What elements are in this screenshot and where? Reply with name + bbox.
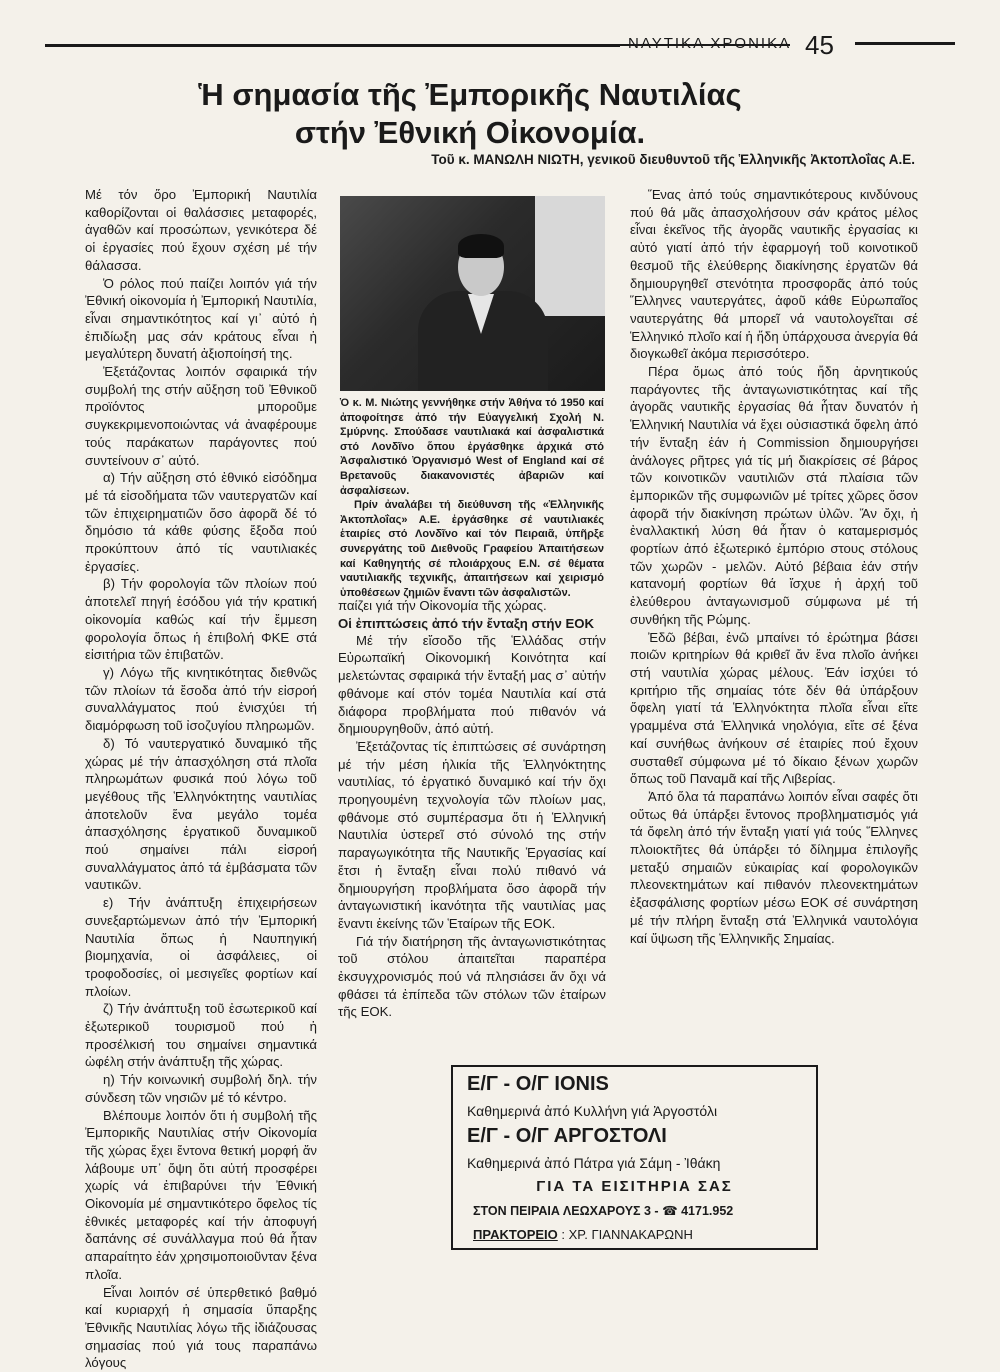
paragraph: ε) Τήν ἀνάπτυξη ἐπιχειρήσεων συνεξαρτώμενων ἀπό τήν Ἐμπορική Ναυτιλία ὅπως ἡ Ναυπηγική βιομηχανία, οἱ ἀσφάλειες, οἱ τροφοδοσίες, οἱ μεσιγεῖες φορτίων καί πλοίων.: [85, 895, 317, 999]
ferry-advertisement: [451, 1065, 818, 1250]
header-rule-left: [45, 44, 620, 47]
paragraph: Πέρα ὅμως ἀπό τούς ἤδη ἀρνητικούς παράγοντες τῆς ἀνταγωνιστικότητας καί τῆς ἀγορᾶς ναυτικῆς ἐργασίας θά ἦταν δυνατόν ἡ Ἑλληνική Ναυτιλία νά ἔχει οὐσιαστικά ὄφελη ἀπό τήν ἔνταξη ἐάν ἡ Commission δημιουργήσει ἀνάλογες ρῆτρες γιά τίς μή διακρίσεις σέ βάρος τῶν κοινοτικῶν ναυτιλιῶν στά πλαίσια τῶν ἐμπορικῶν τῆς συμφωνιῶν μέ τρίτες χῶρες ὅσον ἀφορᾶ τήν διακίνηση πρώτων ὑλῶν. Ἄν ὄχι, ἡ ἐναλλακτική λύση θά ἦταν ὁ καταμερισμός φορτίων ἀπό ἐξωτερικό ἐμπόριο στους στόλους τῶν χωρῶν - μελῶν. Αὐτό βέβαια ἐάν στήν κατανομή φορτίων θά ἴσχυε ἡ ἀρχή τοῦ ἐλεύθερου ἀνταγωνισμοῦ σύμφωνα μέ τή συνθήκη τῆς Ρώμης.: [630, 364, 918, 627]
ad-address: ΣΤΟΝ ΠΕΙΡΑΙΑ ΛΕΩΧΑΡΟΥΣ 3 - ☎ 4171.952: [473, 1204, 734, 1218]
ad-tickets-heading: ΓΙΑ ΤΑ ΕΙΣΙΤΗΡΙΑ ΣΑΣ: [536, 1178, 733, 1195]
header-rule-right: [855, 42, 955, 45]
photo-caption: [340, 396, 604, 600]
column-1: [85, 186, 317, 1372]
ad-agency-label: ΠΡΑΚΤΟΡΕΙΟ: [473, 1227, 558, 1242]
section-subheading: Οἱ ἐπιπτώσεις ἀπό τήν ἔνταξη στήν ΕΟΚ: [338, 615, 595, 631]
ad-agency-name: : ΧΡ. ΓΙΑΝΝΑΚΑΡΩΝΗ: [561, 1227, 693, 1242]
paragraph: η) Τήν κοινωνική συμβολή δηλ. τήν σύνδεση τῶν νησιῶν μέ τό κέντρο.: [85, 1072, 317, 1105]
ad-ship-2: Ε/Γ - Ο/Γ ΑΡΓΟΣΤΟΛΙ: [467, 1125, 667, 1147]
paragraph: Ἀπό ὅλα τά παραπάνω λοιπόν εἶναι σαφές ὅτι οὕτως θά ὑπάρξει ἔντονος προβληματισμός γιά τά ὄφελη ἀπό τήν ἔνταξη γιατί γιά τούς Ἕλληνες πλοιοκτῆτες θά ὑπάρξει τό δίλημμα ἐπιλογῆς μεταξύ σημαιῶν εὐκαιρίας καί φορολογικῶν πλεονεκτημάτων καί πιθανόν πλεονεκτημάτων ἐξασφάλισης φορτίων μέσω ΕΟΚ σέ συνάρτηση μέ τήν πλήρη ἔνταξη στά Ἑλληνικά ναυτολόγια καί ὕψωση τῆς Ἑλληνικῆς Σημαίας.: [630, 788, 918, 946]
ad-ship-1: Ε/Γ - Ο/Γ IONIS: [467, 1073, 609, 1095]
paragraph: Βλέπουμε λοιπόν ὅτι ἡ συμβολή τῆς Ἐμπορικῆς Ναυτιλίας στήν Οἰκονομία τῆς χώρας ἔχει ἔντονα θετική μορφή ἄν λάβουμε υπ᾽ ὄψη ὅτι αὐτή προσφέρει χωρίς νά ἐπιβαρύνει τήν Ἐθνική Οἰκονομία μέ σημαντικότερο ὄφελος τίς ἐθνικές μεταφορές καί τήν ἀποφυγή δαπάνης σέ συνάλλαγμα πού θά ἦταν απαραίτητο ἐάν χρησιμοποιοῦνταν ξένα πλοῖα.: [85, 1107, 317, 1282]
photo-figure-hair: [458, 234, 504, 258]
paragraph: ζ) Τήν ἀνάπτυξη τοῦ ἐσωτερικοῦ καί ἐξωτερικοῦ τουρισμοῦ πού ἡ προσέλκισή του σημαίνει σημαντικά ὠφέλη στήν ἀνάπτυξη τῆς χώρας.: [85, 1001, 317, 1070]
ad-route-2: Καθημερινά ἀπό Πάτρα γιά Σάμη - Ἰθάκη: [467, 1155, 721, 1171]
article-title-line-2: στήν Ἐθνική Οἰκονομία.: [294, 115, 646, 150]
author-photo: [340, 196, 605, 391]
caption-paragraph: Πρίν ἀναλάβει τή διεύθυνση τῆς «Ἑλληνικῆς Ἀκτοπλοΐας» Α.Ε. ἐργάσθηκε σέ ναυτιλιακές ἑταιρίες στό Λονδῖνο καί τόν Πειραιᾶ, ὑπῆρξε συνεργάτης τοῦ Διεθνοῦς Γραφείου Ἀπαιτήσεων καί Καθηγητής σέ πλοιάρχους Ε.Ν. σέ θέματα ναυτιλιακῆς τεχνικῆς, ἀπαιτήσεων καί χειρισμό ὑποθέσεων ζημιῶν ἔναντι τῶν ἀσφαλιστῶν.: [340, 499, 604, 599]
paragraph: Ἐξετάζοντας λοιπόν σφαιρικά τήν συμβολή της στήν αὔξηση τοῦ Ἐθνικοῦ προϊόντος μποροῦμε συγκεκριμενοποιώντας νά ἀναφέρουμε τούς παράκατων παράγοντες πού συντείνουν σ᾽ αὐτό.: [85, 364, 317, 468]
magazine-name: ΝΑΥΤΙΚΑ ΧΡΟΝΙΚΑ: [628, 35, 792, 52]
paragraph: Εἶναι λοιπόν σέ ὑπερθετικό βαθμό καί κυριαρχή ἡ σημασία ὕπαρξης Ἐθνικῆς Ναυτιλίας λόγω τῆς ἰδιάζουσας σημασίας πού γιά τους παραπάνω λόγους: [85, 1284, 317, 1371]
paragraph: Γιά τήν διατήρηση τῆς ἀνταγωνιστικότητας τοῦ στόλου ἀπαιτεῖται παραπέρα ἐκσυγχρονισμός πού νά πλησιάσει ἄν ὄχι νά φθάσει τά ἐπίπεδα τῶν στόλων τῶν ἑταίρων τῆς ΕΟΚ.: [338, 933, 606, 1020]
paragraph: Μέ τήν εἴσοδο τῆς Ἑλλάδας στήν Εὐρωπαϊκή Οἰκονομική Κοινότητα καί μελετώντας σφαιρικά τήν ἔνταξή μας σ᾽ αὐτήν φθάνομε καί στόν τομέα Ναυτιλία καί στά διάφορα προβλήματα πού πιθανόν νά δημιουργηθοῦν, ἀπό αὐτή.: [338, 632, 606, 737]
paragraph: Ἐξετάζοντας τίς ἐπιπτώσεις σέ συνάρτηση μέ τήν μέση ἡλικία τῆς Ἑλληνόκτητης ναυτιλίας, τό ἐργατικό δυναμικό καί τήν ὄχι προηγουμένη τεχνολογία τῶν πλοίων μας, φθάνομε στό συμπέρασμα ὅτι ἡ Ἑλληνική Ναυτιλία ὑστερεῖ στό σύνολό της στήν παραγωγικότητα τῆς Ναυτικῆς Ἐργασίας καί ἔτσι ἡ ἔνταξη εἶναι πολύ πιθανό νά δημιουργήση προβλήματα ὅσο ἀφορᾶ τήν ἀνταγωνιστική ἱκανότητα τῆς ναυτιλίας μας ἔναντι ἐκείνης τῶν Ἑταίρων τῆς ΕΟΚ.: [338, 738, 606, 931]
byline: Τοῦ κ. ΜΑΝΩΛΗ ΝΙΩΤΗ, γενικοῦ διευθυντοῦ τῆς Ἑλληνικῆς Ἀκτοπλοΐας Α.Ε.: [431, 152, 915, 167]
ad-route-1: Καθημερινά ἀπό Κυλλήνη γιά Ἀργοστόλι: [467, 1103, 718, 1119]
paragraph: γ) Λόγω τῆς κινητικότητας διεθνῶς τῶν πλοίων τά ἔσοδα ἀπό τήν εἰσροή συναλλάγματος πού ἐνισχύει τή διαμόρφωση τοῦ ἰσοζυγίου πληρωμῶν.: [85, 664, 317, 734]
photo-window: [535, 196, 605, 316]
paragraph: Μέ τόν ὅρο Ἐμπορική Ναυτιλία καθορίζονται οἱ θαλάσσιες μεταφορές, ἀγαθῶν καί προσώπων, γενικότερα δέ οἱ ἐργασίες πού ἔχουν σχέση μέ τήν θάλασσα.: [85, 187, 317, 273]
ad-agency: [473, 1227, 693, 1242]
paragraph: α) Τήν αὔξηση στό ἐθνικό εἰσόδημα μέ τά εἰσοδήματα τῶν ναυτεργατῶν καί τῶν ἐπιχειρηματιῶν ὅσο ἀφορᾶ δέ τό δημόσιο τά κάθε φύσης ἔξοδα πού προκύπτουν ἀπό τίς ναυτιλιακές ἐργασίες.: [85, 470, 317, 574]
article-title-line-1: Ἡ σημασία τῆς Ἐμπορικῆς Ναυτιλίας: [198, 77, 742, 112]
paragraph: δ) Τό ναυτεργατικό δυναμικό τῆς χώρας μέ τήν ἀπασχόληση στά πλοῖα πληρωμάτων φυσικά πού λόγω τοῦ μεγέθους τῆς Ἑλληνόκτητης ναυτιλίας ἀποτελοῦν ἕνα μεγάλο τομέα ἀπασχόλησης ἐργατικοῦ δυναμικοῦ πού σημαίνει πάλι εἰσροή συναλλάγματος ἀπό τά ἐμβάσματα τῶν ναυτικῶν.: [85, 735, 317, 893]
paragraph: β) Τήν φορολογία τῶν πλοίων πού ἀποτελεῖ πηγή ἐσόδου γιά τήν κρατική οἰκονομία καθώς καί τήν ἔμμεση φορολογία ὅπως ἡ ἐπιβολή ΦΚΕ στά εἰσιτήρια τῶν ἐπιβατῶν.: [85, 576, 317, 663]
column-2: [338, 597, 606, 1021]
column-3: [630, 186, 918, 947]
paragraph: Ἐδῶ βέβαι, ἐνῶ μπαίνει τό ἐρώτημα βάσει ποιῶν κριτηρίων θά κριθεῖ ἄν ἕνα πλοῖο ἀνήκει στή ναυτιλία χώρας μέλους. Ἐάν ἰσχύει τό κριτήριο τῆς σημαίας τότε δέν θά ὑπάρξουν ὄφελη γιατί τά Ἑλληνόκτητα πλοῖα εἶναι εἴτε γραμμένα στά Ἑλληνικά νηολόγια, εἴτε σέ ξένα καί συνήθως ἀνήκουν σέ ἑταιρίες πού ἔχουν συσταθεῖ σύμφωνα μέ τό δίκαιο ξένων χωρῶν ὅπως τοῦ Παναμᾶ καί τῆς Λιβερίας.: [630, 629, 918, 787]
paragraph: Ἕνας ἀπό τούς σημαντικότερους κινδύνους πού θά μᾶς ἀπασχολήσουν σάν κράτος μέλος εἶναι ἐκεῖνος τῆς ἀγορᾶς ναυτικῆς ἐργασίας κι αὐτό γιατί ἀπό τήν ἐφαρμογή τοῦ κοινοτικοῦ θεσμοῦ τῆς ἐλεύθερης διακίνησης ἐργατῶν θά δημιουργηθεῖ στενότητα προσφορᾶς ἀπό τούς Ἕλληνες ναυτεργάτες, ἀφοῦ κάθε Εὐρωπαῖος ναυτεργάτης θά μπορεῖ νά ναυτολογεῖται σέ Ἑλληνικό πλοῖο καί ἡ ἤδη ὑπάρχουσα ἀνεργία θά διογκωθεῖ ἀκόμα περισσότερο.: [630, 187, 918, 362]
caption-paragraph: Ὁ κ. Μ. Νιώτης γεννήθηκε στήν Ἀθήνα τό 1950 καί ἀποφοίτησε ἀπό τήν Εὐαγγελική Σχολή Ν. Σμύρνης. Σπούδασε ναυτιλιακά καί ἀσφαλιστικά στό Λονδῖνο ὅπου ἐργάσθηκε ἀρχικά στό Ἀσφαλιστικό Ὀργανισμό West of England καί σέ Βρετανοῦς διακανονιστές ἀβαριῶν καί ἀσφαλίσεων.: [340, 397, 604, 497]
paragraph: Ὁ ρόλος πού παίζει λοιπόν γιά τήν Ἐθνική οἰκονομία ἡ Ἐμπορική Ναυτιλία, εἶναι σημαντικότητος καί γι᾽ αὐτό ἡ ἐπιδίωξη μας σάν κράτους εἶναι ἡ μεγαλύτερη δυνατή ἀξιοποίησή της.: [85, 275, 317, 362]
page-number: 45: [805, 30, 834, 60]
paragraph-continuation: παίζει γιά τήν Οἰκονομία τῆς χώρας.: [338, 598, 547, 613]
article-title: [100, 76, 840, 152]
